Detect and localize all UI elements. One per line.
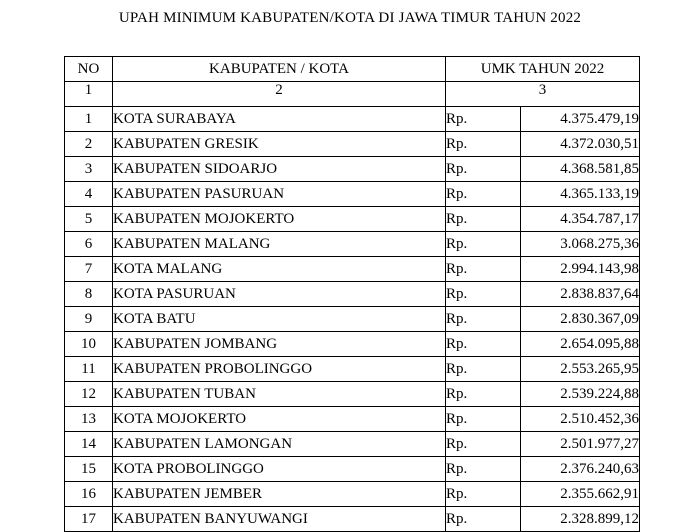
row-no: 3 [65, 157, 113, 182]
row-region-name: KOTA PASURUAN [113, 282, 446, 307]
row-no: 6 [65, 232, 113, 257]
table-row [65, 257, 640, 282]
row-no: 12 [65, 382, 113, 407]
row-currency: Rp. [446, 507, 521, 532]
row-region-name: KABUPATEN JOMBANG [113, 332, 446, 357]
row-currency: Rp. [446, 357, 521, 382]
index-no: 1 [65, 82, 113, 107]
row-region-name: KOTA BATU [113, 307, 446, 332]
row-region-name: KABUPATEN PROBOLINGGO [113, 357, 446, 382]
row-currency: Rp. [446, 182, 521, 207]
row-no: 10 [65, 332, 113, 357]
row-currency: Rp. [446, 332, 521, 357]
table-row [65, 432, 640, 457]
table-row [65, 382, 640, 407]
row-umk-value: 4.365.133,19 [521, 182, 640, 207]
table-row [65, 457, 640, 482]
table-row [65, 282, 640, 307]
row-currency: Rp. [446, 157, 521, 182]
row-currency: Rp. [446, 257, 521, 282]
row-no: 2 [65, 132, 113, 157]
row-currency: Rp. [446, 457, 521, 482]
row-no: 5 [65, 207, 113, 232]
row-no: 9 [65, 307, 113, 332]
row-region-name: KOTA PROBOLINGGO [113, 457, 446, 482]
table-body [65, 107, 640, 532]
table-row [65, 332, 640, 357]
row-umk-value: 2.328.899,12 [521, 507, 640, 532]
row-region-name: KABUPATEN PASURUAN [113, 182, 446, 207]
document-title: UPAH MINIMUM KABUPATEN/KOTA DI JAWA TIMUR TAHUN 2022 [118, 10, 582, 26]
table-row [65, 157, 640, 182]
table-row [65, 107, 640, 132]
row-umk-value: 4.354.787,17 [521, 207, 640, 232]
row-umk-value: 2.553.265,95 [521, 357, 640, 382]
row-no: 15 [65, 457, 113, 482]
row-currency: Rp. [446, 432, 521, 457]
row-umk-value: 2.355.662,91 [521, 482, 640, 507]
row-no: 8 [65, 282, 113, 307]
row-region-name: KABUPATEN TUBAN [113, 382, 446, 407]
row-no: 17 [65, 507, 113, 532]
table-row [65, 182, 640, 207]
table-row [65, 207, 640, 232]
row-currency: Rp. [446, 382, 521, 407]
index-region: 2 [113, 82, 446, 107]
row-currency: Rp. [446, 407, 521, 432]
index-umk: 3 [446, 82, 640, 107]
table-row [65, 357, 640, 382]
row-no: 7 [65, 257, 113, 282]
table-row [65, 307, 640, 332]
row-no: 13 [65, 407, 113, 432]
row-umk-value: 4.372.030,51 [521, 132, 640, 157]
row-region-name: KABUPATEN JEMBER [113, 482, 446, 507]
row-region-name: KABUPATEN GRESIK [113, 132, 446, 157]
table-header-row [65, 57, 640, 82]
row-umk-value: 2.994.143,98 [521, 257, 640, 282]
row-umk-value: 3.068.275,36 [521, 232, 640, 257]
row-umk-value: 2.830.367,09 [521, 307, 640, 332]
row-umk-value: 2.654.095,88 [521, 332, 640, 357]
header-no: NO [65, 57, 113, 82]
table-row [65, 232, 640, 257]
umk-table [64, 56, 640, 532]
table-index-row [65, 82, 640, 107]
row-currency: Rp. [446, 282, 521, 307]
row-umk-value: 2.510.452,36 [521, 407, 640, 432]
row-umk-value: 2.539.224,88 [521, 382, 640, 407]
row-currency: Rp. [446, 307, 521, 332]
row-no: 11 [65, 357, 113, 382]
row-region-name: KOTA MOJOKERTO [113, 407, 446, 432]
row-umk-value: 2.838.837,64 [521, 282, 640, 307]
row-umk-value: 4.375.479,19 [521, 107, 640, 132]
row-region-name: KABUPATEN MALANG [113, 232, 446, 257]
row-umk-value: 2.376.240,63 [521, 457, 640, 482]
table-row [65, 132, 640, 157]
row-region-name: KOTA MALANG [113, 257, 446, 282]
row-umk-value: 2.501.977,27 [521, 432, 640, 457]
row-currency: Rp. [446, 207, 521, 232]
row-region-name: KABUPATEN BANYUWANGI [113, 507, 446, 532]
row-umk-value: 4.368.581,85 [521, 157, 640, 182]
row-no: 14 [65, 432, 113, 457]
table-row [65, 507, 640, 532]
row-currency: Rp. [446, 232, 521, 257]
row-currency: Rp. [446, 107, 521, 132]
row-currency: Rp. [446, 132, 521, 157]
table-row [65, 482, 640, 507]
row-region-name: KABUPATEN MOJOKERTO [113, 207, 446, 232]
row-region-name: KOTA SURABAYA [113, 107, 446, 132]
header-umk: UMK TAHUN 2022 [446, 57, 640, 82]
header-region: KABUPATEN / KOTA [113, 57, 446, 82]
row-no: 1 [65, 107, 113, 132]
row-no: 16 [65, 482, 113, 507]
row-currency: Rp. [446, 482, 521, 507]
table-row [65, 407, 640, 432]
row-region-name: KABUPATEN SIDOARJO [113, 157, 446, 182]
row-no: 4 [65, 182, 113, 207]
row-region-name: KABUPATEN LAMONGAN [113, 432, 446, 457]
